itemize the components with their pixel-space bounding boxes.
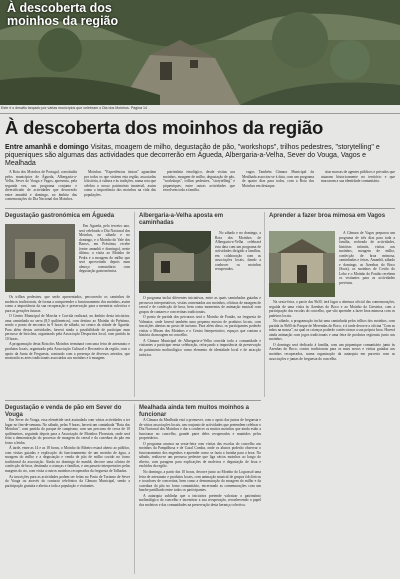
section-albergaria-paragraph-2: O programa inclui diferentes iniciativas, entre as quais caminhadas guiadas e percursos interpretativos, visitas comentadas aos moinhos, oficinas de moagem de cereal e de confecção de broa, bem como momentos de animação musical com grupos de cantares e concertinas tradicionais.: [139, 296, 261, 314]
section-albergaria-body: [139, 296, 261, 396]
section-albergaria-title: Albergaria-a-Velha aposta em caminhadas: [139, 213, 224, 226]
section-vagos-paragraph-2: Na sexta-feira, a partir das 9h30, terá lugar a abertura oficial das comemorações, seguida de uma visita às Azenhas do Boco e ao Moinho da Giesteira, com a participação das escolas do concelho, que vão aprender a fazer broa mimosa com os padeiros locais.: [269, 300, 395, 318]
intro-col-5: [321, 170, 395, 206]
section-mealhada-paragraph-3: No domingo, a partir das 10 horas, decorre junto ao Moinho do Lograssol uma feira de artesanato e produtos locais, com animação musical de grupos folclóricos e tocadores de concertina, bem como a demonstração da moagem do milho e da cozedura do pão no forno comunitário, encerrando as comemorações com um lanche partilhado entre todos os participantes.: [139, 470, 261, 493]
intro-col-4: [242, 170, 314, 206]
section-mealhada-paragraph-1: A Câmara da Mealhada está a promover, com o apoio das juntas de freguesia e de várias associações locais, um conjunto de actividades que pretendem celebrar o Dia Nacional dos Moinhos e dar a conhecer os muitos moinhos que ainda estão a funcionar no concelho, grande parte deles recuperados e mantidos pelos proprietários.: [139, 418, 261, 441]
section-albergaria-paragraph-1: No sábado e no domingo, a Rota dos Moinhos de Albergaria-a-Velha celebrará esta data com um programa de actividades dirigido a famílias, em colaboração com as associações locais, dando a conhecer os moinhos recuperados.: [215, 231, 261, 272]
intro-col-3: [163, 170, 235, 206]
section-vagos-paragraph-1: A Câmara de Vagos preparou um programa de três dias para toda a família, recheado de actividades, histórias infantis, visitas aos moinhos, moagem de milho, confecção de broa mimosa, caminhadas e feiras. Amanhã, sábado e domingo, as Azenhas do Boco (Soza), os moinhos de Covão do Lobo e o Moinho do Fontão recebem os visitantes para as actividades previstas.: [339, 231, 395, 286]
intro-col-1: [5, 170, 77, 206]
top-divider: [0, 113, 400, 114]
intro-col-4-text: vagos Também Câmara Municipal da Mealhada associou-se à data, com um programa de quatro dias para todos, com a Rota dos Moinhos em destaque.: [242, 170, 314, 188]
section-albergaria-body-top: [215, 231, 261, 293]
section-mealhada-paragraph-4: A autarquia sublinha que a iniciativa pretende valorizar o património molinológico do concelho e incentivar a sua recuperação, reconhecendo o papel dos moleiros e das comunidades na preservação desta herança colectiva.: [139, 493, 261, 507]
section-agueda-photo-image: [5, 224, 75, 292]
column-divider-1: [134, 212, 135, 397]
column-divider-3: [134, 404, 135, 574]
intro-col-3-text: patrimônio etnológico, desde visitas aos moinhos, moagem de milho, degustação de pão, "workshops", trilhos pedestres, "storytelling" e piqueniques, entre outras actividades que envolvem toda a família.: [163, 170, 235, 193]
section-agueda-body: [5, 295, 130, 395]
section-albergaria-paragraph-4: A Câmara Municipal de Albergaria-a-Velha convida toda a comunidade e visitantes a participar nesta celebração, reforçando a importância da preservação do património molinológico como elemento de identidade local e de atracção turística.: [139, 338, 261, 357]
section-agueda-photo: [5, 224, 75, 292]
section-sever-title: Degustação e venda de pão em Sever do Vouga: [5, 405, 122, 418]
section-mealhada-body: [139, 418, 261, 574]
article-lead-text: Visitas, moagem de milho, degustação de pão, "workshops", trilhos pedestres, "storytelling" e piqueniques são algumas das actividades que decorrerão em Águeda, Albergaria-a-Velha, Sever do Vouga, Vagos e Mealhada: [5, 144, 380, 168]
intro-divider: [5, 208, 395, 209]
section-vagos-photo: [269, 231, 335, 297]
section-agueda-paragraph-3: O Centro Municipal de Marcha e Corrida realizará, no âmbito desta iniciativa, uma caminhada na serra (8,5 quilómetros), com destino ao Moinho do Préstimo, sendo o ponto de encontro às 9 horas de sábado, no centro da cidade de Águeda. Para além destas actividades, haverá ainda a possibilidade de participar num percurso de bicicleta, organizado pela Associação Desportiva local, com partida às 10 horas.: [5, 314, 130, 341]
intro-col-1-text: A Rota dos Moinhos de Portugal, constituída pelos municípios de Águeda, Albergaria-a-Velha, Sever do Vouga e Vagos, apresenta, pela segunda vez, um programa conjunto e diversificado de actividades que decorrerão entre amanhã e domingo, no âmbito das comemorações do Dia Nacional dos Moinhos.: [5, 170, 77, 202]
section-sever-paragraph-1: Em Sever do Vouga, essa efeméride será assinalada com várias actividades a ter lugar no fim-de-semana. No sábado, pelas 9 horas, haverá um caminhada "Rota dos Moinhos", com partida do parque de campismo, com um percurso de cerca de 10 quilómetros, seguindo depois para a Associação de Moinhos Florestais, onde será feita a demonstração do processo de moagem do cereal e da cozedura do pão em forno a lenha.: [5, 418, 130, 445]
section-mealhada-title: Mealhada ainda tem muitos moinhos a funcionar: [139, 405, 250, 418]
hero-title-line1: À descoberta dos: [7, 1, 112, 15]
section-vagos-body: [269, 300, 395, 572]
section-sever-paragraph-3: As inscrições para as actividades podem ser feitas no Posto de Turismo de Sever do Vouga ou através do contacto telefónico da Câmara Municipal, sendo a participação gratuita e aberta a toda a população e visitantes.: [5, 474, 130, 488]
section-albergaria-paragraph-3: O ponto de partida dos percursos será o Moinho de Fontão, na freguesia de Valmaior, onde haverá também uma pequena mostra de produtos locais, com inscrições abertas no posto de turismo. Para além disso, os participantes poderão visitar o Museu dos Moinhos e o Centro Interpretativo, espaços que contam a história da moagem no concelho.: [139, 315, 261, 338]
section-agueda-paragraph-4: A programação desta Rota dos Moinhos terminará com uma feira de artesanato e produtos locais, organizada pela Associação Cultural e Recreativa da região, com o apoio da Junta de Freguesia, contando com a presença de diversos artesãos, que mostrarão as artes tradicionais associadas aos moinhos e à moagem.: [5, 342, 130, 361]
article-lead: [5, 144, 397, 169]
section-mealhada-paragraph-2: O programa arranca na sexta-feira com visitas das escolas do concelho aos moinhos da Pampilhosa e de Casal Comba, onde os alunos poderão observar o funcionamento dos engenhos e aprender como se fazia a farinha para a broa. No sábado, realiza-se um percurso pedestre que liga vários moinhos ao longo do ribeiro, com paragens para explicações de moleiros e degustação de broa e enchidos da região.: [139, 441, 261, 469]
section-agueda-body-top: [79, 224, 130, 292]
lower-divider: [5, 400, 261, 401]
section-agueda-paragraph-1: Em Águeda, pelo terceiro ano, será celebrado o Dia Nacional dos Moinhos, no sábado e no domingo, e o Moinho do Vale dos Barros, em Préstimo, recebe (entre amanhã e domingo), neste último, a visita ao Moinho de Pedra e a moagem do milho que será aproveitado depois num almoço comunitário com degustação gastronómica.: [79, 224, 130, 274]
section-vagos-title: Aprender a fazer broa mimosa em Vagos: [269, 213, 386, 219]
section-agueda-paragraph-2: Os trilhos pedestres, que serão apresentados, percorrerão os caminhos de moleiros tradicionais, de forma a compreender o funcionamento dos moinhos, assim como a importância da sua recuperação e preservação para a memória colectiva e para as gerações futuras.: [5, 295, 130, 313]
section-albergaria-photo: [139, 231, 211, 293]
section-vagos-paragraph-3: No sábado, a programação inclui uma caminhada pelos trilhos dos moinhos, com partida às 9h00 do Parque de Merendas do Boco, e à tarde decorre a oficina "Com as mãos na massa", na qual as crianças poderão confeccionar a sua própria broa. Haverá ainda animação com jogos tradicionais e uma feira de produtos regionais junto aos moinhos.: [269, 319, 395, 342]
section-sever-paragraph-2: À tarde, entre as 14 e as 18 horas, o Moinho do Ribeiro estará aberto ao público, com visitas guiadas e explicação do funcionamento de um moinho de água, a moagem do milho e a degustação e venda de pão de milho cozido no forno tradicional da associação. Ainda no domingo de manhã, decorre uma oficina de confecção de broa, destinada a crianças e famílias, e um passeio interpretativo pelas margens do rio, com visita a outros moinhos recuperados da freguesia de Talhadas.: [5, 446, 130, 474]
intro-col-5-text: sitar marcas de agentes públicos e privados que atuaram historicamente no território e que marcaram a sua identidade comunitária.: [321, 170, 395, 184]
section-vagos-paragraph-4: O domingo será dedicado à família, com um piquenique comunitário junto às Azenhas do Boco, contos tradicionais para os mais novos e visitas guiadas aos moinhos recuperados, numa organização da autarquia em parceria com as associações e juntas de freguesia do concelho.: [269, 342, 395, 361]
section-sever-body: [5, 418, 130, 574]
article-lead-bold: Entre amanhã e domingo: [5, 144, 89, 151]
hero-title-line2: moinhos da região: [7, 14, 119, 28]
section-agueda-title: Degustação gastronómica em Águeda: [5, 213, 115, 219]
section-vagos-body-top: [339, 231, 395, 297]
article-title: À descoberta dos moinhos da região: [5, 117, 324, 138]
hero-title: [7, 2, 167, 28]
section-vagos-photo-image: [269, 231, 335, 297]
section-albergaria-photo-image: [139, 231, 211, 293]
intro-col-2-text: Moinhos. "Experiências únicas" aguardam por todos os que visitem esta região, associadas à história, à cultura e às tradições, numa rota que celebra o nosso património imaterial, assim como a importância dos moinhos na vida das populações.: [84, 170, 156, 197]
intro-col-2: [84, 170, 156, 206]
column-divider-2: [264, 212, 265, 397]
hero-caption: Este é o desafio lançado por várias municípios que celebram o Dia dos Moinhos. Página 14: [1, 106, 148, 110]
